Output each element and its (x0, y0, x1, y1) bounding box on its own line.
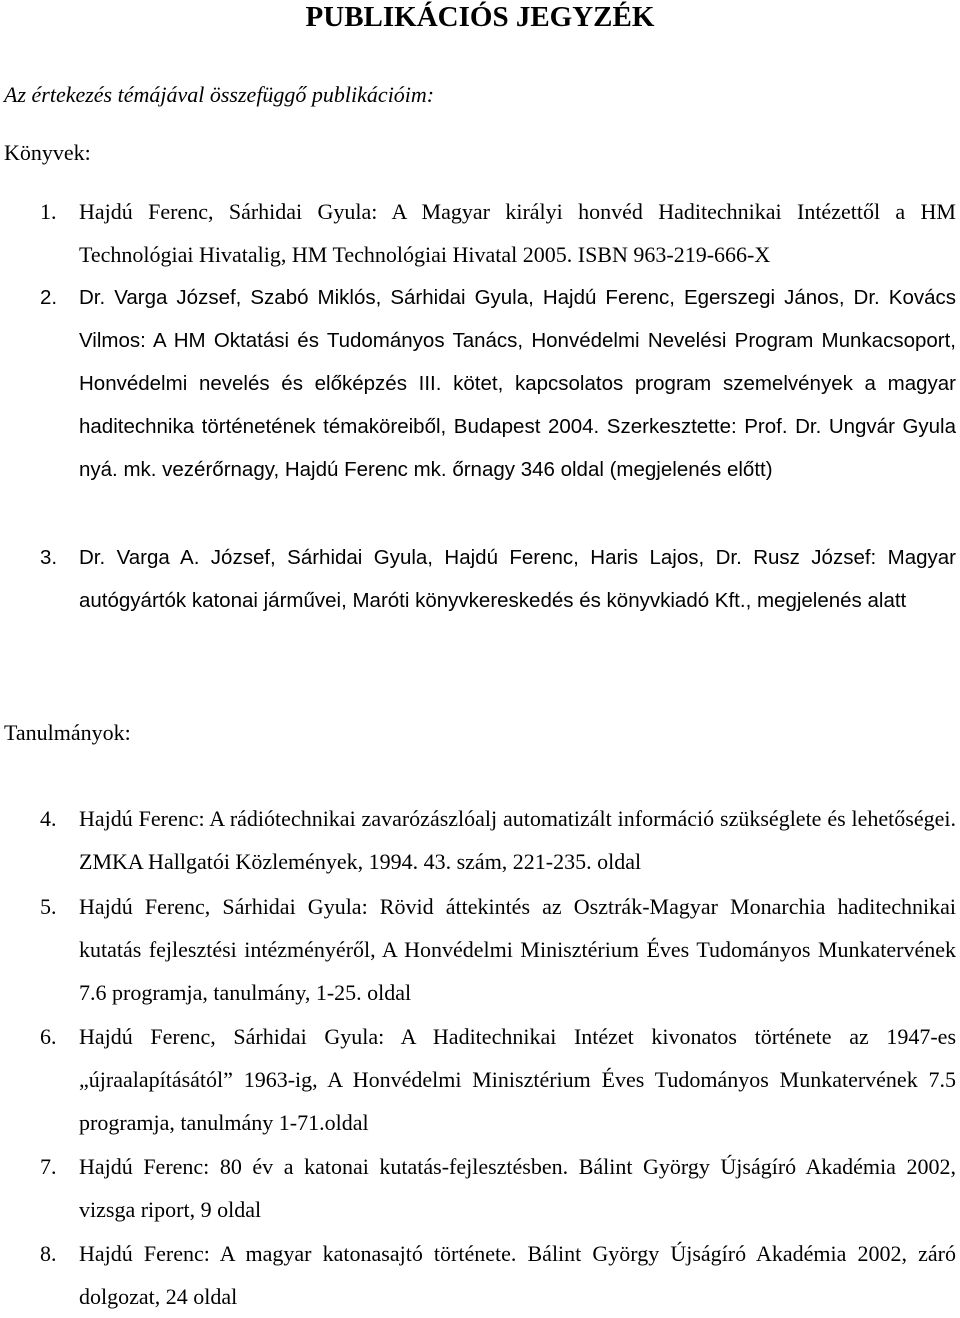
publication-entry (0, 797, 958, 883)
entry-number: 2. (40, 286, 58, 309)
entry-text: Hajdú Ferenc: A rádiótechnikai zavarózászlóalj automatizált információ szükséglete és lehetőségei. ZMKA Hallgatói Közlemények, 1994. 43. szám, 221-235. oldal (79, 806, 956, 874)
entry-number: 3. (40, 546, 58, 569)
publication-entry (0, 190, 958, 276)
entry-text: Hajdú Ferenc: 80 év a katonai kutatás-fejlesztésben. Bálint György Újságíró Akadémia 2002, vizsga riport, 9 oldal (79, 1154, 956, 1222)
entry-text: Hajdú Ferenc: A magyar katonasajtó története. Bálint György Újságíró Akadémia 2002, záró dolgozat, 24 oldal (79, 1241, 956, 1309)
entry-number: 8. (40, 1241, 57, 1266)
entry-number: 6. (40, 1024, 57, 1049)
entry-number: 4. (40, 806, 57, 831)
publication-entry (0, 536, 958, 666)
entry-number: 5. (40, 894, 57, 919)
entry-text: Dr. Varga A. József, Sárhidai Gyula, Hajdú Ferenc, Haris Lajos, Dr. Rusz József: Magyar autógyártók katonai járművei, Maróti könyvkereskedés és könyvkiadó Kft., megjelenés alatt (79, 546, 956, 612)
publication-entry (0, 1015, 958, 1145)
entry-number: 7. (40, 1154, 57, 1179)
subtitle: Az értekezés témájával összefüggő publikációim: (4, 82, 435, 107)
publication-entry (0, 1232, 958, 1311)
entry-text: Hajdú Ferenc, Sárhidai Gyula: A Magyar királyi honvéd Haditechnikai Intézettől a HM Technológiai Hivatalig, HM Technológiai Hivatal 2005. ISBN 963-219-666-X (79, 199, 956, 267)
entry-text: Hajdú Ferenc, Sárhidai Gyula: Rövid áttekintés az Osztrák-Magyar Monarchia haditechnikai kutatás fejlesztési intézményéről, A Honvédelmi Minisztérium Éves Tudományos Munkatervének 7.6 programja, tanulmány, 1-25. oldal (79, 894, 956, 1005)
publication-entry (0, 276, 958, 534)
section-label-books: Könyvek: (4, 140, 91, 165)
entry-text: Hajdú Ferenc, Sárhidai Gyula: A Haditechnikai Intézet kivonatos története az 1947-es „újraalapításától” 1963-ig, A Honvédelmi Minisztérium Éves Tudományos Munkatervének 7.5 programja, tanulmány 1-71.oldal (79, 1024, 956, 1135)
section-label-studies: Tanulmányok: (4, 720, 131, 745)
publication-entry (0, 885, 958, 1015)
publication-entry (0, 1145, 958, 1231)
entry-text: Dr. Varga József, Szabó Miklós, Sárhidai Gyula, Hajdú Ferenc, Egerszegi János, Dr. Kovács Vilmos: A HM Oktatási és Tudományos Tanács, Honvédelmi Nevelési Program Munkacsoport, Honvédelmi nevelés és előképzés III. kötet, kapcsolatos program szemelvények a magyar haditechnika történetének témaköreiből, Budapest 2004. Szerkesztette: Prof. Dr. Ungvár Gyula nyá. mk. vezérőrnagy, Hajdú Ferenc mk. őrnagy 346 oldal (megjelenés előtt) (79, 286, 956, 481)
page-title: PUBLIKÁCIÓS JEGYZÉK (305, 1, 655, 33)
entry-number: 1. (40, 199, 57, 224)
